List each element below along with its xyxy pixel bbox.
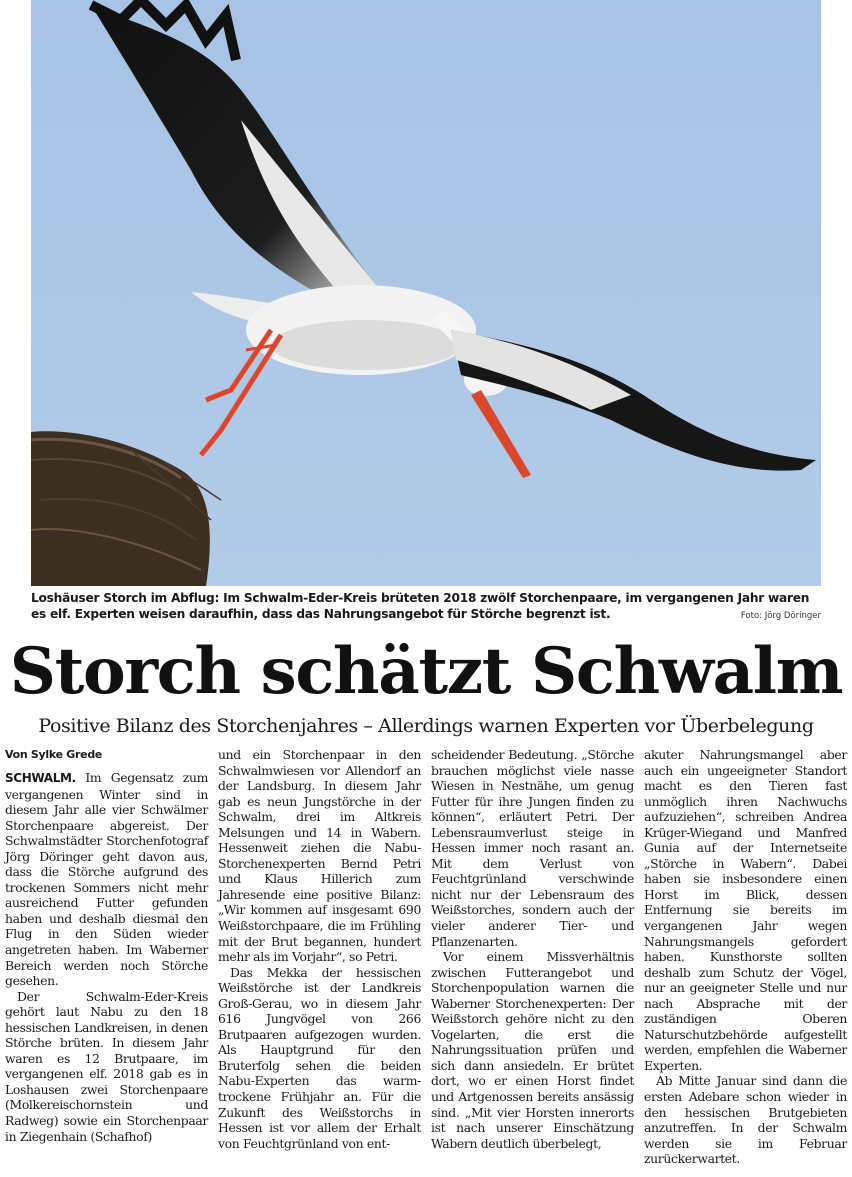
dateline: SCHWALM. xyxy=(5,771,76,785)
photo-credit: Foto: Jörg Döringer xyxy=(740,611,821,621)
article-column-1 xyxy=(5,747,208,1144)
article-column-2 xyxy=(218,747,421,1151)
article-column-3 xyxy=(431,747,634,1151)
paragraph: Der Schwalm-Eder-Kreis gehört laut Nabu zu den 18 hessischen Landkreisen, in denen Störche brüten. In diesem Jahr waren es 12 Brutpaare, im vergangenen elf. 2018 gab es in Loshausen zwei Storchenpaare (Molkereischornstein und Radweg) sowie ein Storchenpaar in Ziegenhain (Schafhof) xyxy=(5,988,208,1144)
byline: Von Sylke Grede xyxy=(5,748,103,761)
article-column-4 xyxy=(644,747,847,1167)
subheadline: Positive Bilanz des Storchenjahres – Allerdings warnen Experten vor Überbelegung xyxy=(38,715,814,737)
paragraph: Vor einem Missverhältnis zwischen Futterangebot und Storchenpopulation warnen die Waberner Storchenexperten: Der Weißstorch gehöre nicht zu den Vogelarten, die erst die Nahrungssituation prüfen und sich dann ansiedeln. Er brütet dort, wo er einen Horst findet und Artgenossen bereits ansässig sind. „Mit vier Horsten innerorts ist nach unserer Einschätzung Wabern deutlich überbelegt, xyxy=(431,949,634,1151)
stork-in-flight-photo xyxy=(31,0,821,586)
photo-caption: Loshäuser Storch im Abflug: Im Schwalm-Eder-Kreis brüteten 2018 zwölf Storchenpaare, im vergangenen Jahr waren es elf. Experten weisen daraufhin, dass das Nahrungsangebot für Störche begrenzt ist. xyxy=(31,591,810,621)
stork-photo xyxy=(31,0,821,586)
paragraph: scheidender Bedeutung. „Störche brauchen möglichst viele nasse Wiesen in Nestnähe, um genug Futter für ihre Jungen finden zu können“, erläutert Petri. Der Lebensraumverlust steige in Hessen immer noch rasant an. Mit dem Verlust von Feuchtgrünland verschwinde nicht nur der Lebensraum des Weißstorches, sondern auch der vieler anderer Tier- und Pflanzenarten. xyxy=(431,747,634,949)
paragraph: Das Mekka der hessischen Weißstörche ist der Landkreis Groß-Gerau, wo in diesem Jahr 616 Jungvögel von 266 Brutpaaren aufgezogen wurden. Als Hauptgrund für den Bruterfolg sehen die beiden Nabu-Experten das warm-trockene Frühjahr an. Für die Zukunft des Weißstorchs in Hessen ist vor allem der Erhalt von Feuchtgrünland von ent- xyxy=(218,964,421,1151)
paragraph: akuter Nahrungsmangel aber auch ein ungeeigneter Standort macht es den Tieren fast unmöglich ihren Nachwuchs aufzuziehen“, schreiben Andrea Krüger-Wiegand und Manfred Gunia auf der Internetseite „Störche in Wabern“. Dabei haben sie insbesondere einen Horst im Blick, dessen Entfernung sie bereits im vergangenen Jahr wegen Nahrungsmangels gefordert haben. Kunsthorste sollten deshalb zum Schutz der Vögel, nur an geeigneter Stelle und nur nach Absprache mit der zuständigen Oberen Naturschutzbehörde aufgestellt werden, empfehlen die Waberner Experten. xyxy=(644,747,847,1073)
paragraph: SCHWALM. Im Gegensatz zum vergangenen Winter sind in diesem Jahr alle vier Schwälmer Storchenpaare abgereist. Der Schwalmstädter Storchenfotograf Jörg Döringer geht davon aus, dass die Störche aufgrund des trockenen Sommers nicht mehr ausreichend Futter gefunden haben und deshalb diesmal den Flug in den Süden wieder angetreten haben. Im Waberner Bereich werden noch Störche gesehen. xyxy=(5,770,208,989)
article-body xyxy=(5,747,847,1177)
headline: Storch schätzt Schwalm xyxy=(9,634,843,709)
paragraph: Ab Mitte Januar sind dann die ersten Adebare schon wieder in den hessischen Brutgebieten anzutreffen. In der Schwalm werden sie im Februar zurückerwartet. xyxy=(644,1073,847,1167)
paragraph: und ein Storchenpaar in den Schwalmwiesen vor Allendorf an der Landsburg. In diesem Jahr gab es neun Jungstörche in der Schwalm, drei im Altkreis Melsungen und 14 in Wabern. Hessenweit ziehen die Nabu-Storchenexperten Bernd Petri und Klaus Hillerich zum Jahresende eine positive Bilanz: „Wir kommen auf insgesamt 690 Weißstorchpaare, die im Frühling mit der Brut begannen, hundert mehr als im Vorjahr“, so Petri. xyxy=(218,747,421,965)
